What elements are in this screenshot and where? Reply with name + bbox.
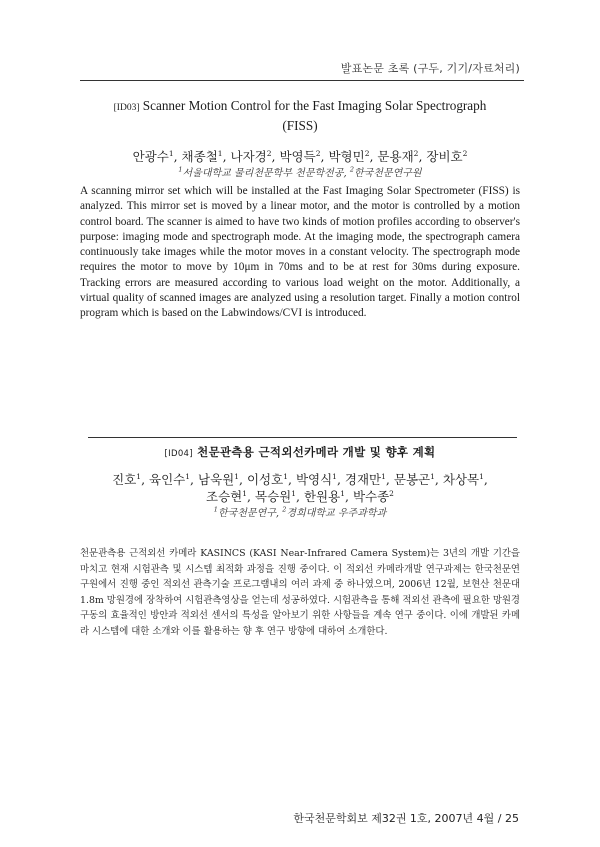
author-name-text: 장비호: [426, 149, 463, 165]
paper1-authors: 안광수$^1$, 채종철$^1$, 나자경$^2$, 박영득$^2$, 박형민$^2$, 문용재$^2$, 장비호$^2$: [132, 149, 468, 165]
author-name-text: 이성호: [246, 472, 284, 488]
author-name-text: 나자경: [230, 149, 267, 165]
paper2-title-text: 천문관측용 근적외선카메라 개발 및 향후 계획: [192, 445, 436, 459]
author-affiliation-mark: 1: [381, 472, 386, 481]
author-name-text: 한원용: [303, 489, 341, 505]
affiliation-text: 한국천문연구원: [353, 168, 422, 179]
paper2-abstract: 천문관측용 근적외선 카메라 KASINCS (KASI Near-Infrared Camera System)는 3년의 개발 기간을 마치고 현재 시험관측 및 시스템 최적화 과정을 진행 중이다. 이 적외선 카메라개발 연구과제는 한국천문연구원에서 진행 중인 적외선 관측기술 프로그램내의 여러 과제 중 하나였으며, 2006년 12월, 보현산 천문대 1.8m 망원경에 장착하여 시험관측영상을 얻는데 성공하였다. 시험관측을 통해 적외선 관측에 필요한 망원경 구동의 효율적인 방안과 적외선 센서의 특성을 알아보기 위한 사항들을 계속 연구 중이다. 이에 개발된 카메라 시스템에 대한 소개와 이를 활용하는 향 후 연구 방향에 대하여 소개한다.: [80, 548, 520, 637]
author-name-text: 목승원: [255, 489, 292, 505]
author-affiliation-mark: 1: [332, 472, 337, 481]
author-affiliation-mark: 1: [168, 149, 174, 158]
author-name: [426, 149, 467, 164]
paper2-code: [ID04]: [164, 449, 193, 459]
author-name-text: 안광수: [132, 149, 169, 165]
author-affiliation-mark: 2: [364, 149, 370, 158]
affiliation-text: 서울대학교 물리천문학부 천문학전공: [182, 168, 344, 179]
paper1-title-line1: Scanner Motion Control for the Fast Imaging Solar Spectrograph: [139, 98, 487, 113]
author-name: [182, 149, 223, 164]
author-affiliation-mark: 2: [462, 149, 468, 158]
author-name: [279, 149, 320, 164]
author-name-text: 문용재: [377, 149, 414, 165]
author-name-text: 남욱원: [198, 472, 235, 488]
author-affiliation-mark: 1: [185, 472, 191, 481]
affiliation-mark: 1: [178, 165, 183, 174]
author-name-text: 육인수: [149, 472, 186, 488]
author-affiliation-mark: 1: [217, 149, 223, 158]
paper2-authors-line1: 진호$^1$, 육인수$^1$, 남욱원$^1$, 이성호$^1$, 박영식$^1$, 경재만$^1$, 문봉곤$^1$, 차상목$^1$,: [112, 472, 488, 488]
author-affiliation-mark: 2: [389, 489, 394, 498]
author-affiliation-mark: 1: [479, 472, 484, 481]
page-footer: 한국천문학회보 제32권 1호, 2007년 4월 / 25: [293, 812, 519, 825]
affiliation-mark: 1: [213, 505, 218, 514]
author-name: [377, 149, 418, 164]
author-affiliation-mark: 1: [291, 489, 297, 498]
author-name-text: 문봉곤: [393, 472, 431, 488]
paper1-title: [80, 97, 520, 134]
author-name: [328, 149, 369, 164]
author-affiliation-mark: 1: [136, 472, 142, 481]
author-affiliation-mark: 1: [283, 472, 288, 481]
author-name-text: 진호: [112, 472, 137, 488]
paper1-abstract: A scanning mirror set which will be installed at the Fast Imaging Solar Spectrometer (FISS) is analyzed. This mirror set is moved by a linear motor, and the motor is controlled by a motion control board. The scanner is aimed to have two kinds of motion profiles according to observer's purpose: imaging mode and spectrograph mode. At the imaging mode, the spectrograph camera continuously take images while the motor moves in a constant velocity. The spectrograph mode requires the motor to move by 10μm in 70ms and to be at rest for 30ms during exposure. Tracking errors are measured according to various load weight on the motor. Additionally, a virtual quality of scanned images are analyzed using a resolution target. Finally a motion control program which is based on the Labwindows/CVI is introduced.: [80, 185, 520, 320]
author-name-text: 조승현: [206, 489, 243, 505]
affiliation-mark: 2: [282, 505, 287, 514]
author-name: [353, 489, 394, 504]
affiliation-text: 경희대학교 우주과학과: [286, 508, 387, 519]
section-divider: [88, 437, 517, 438]
running-head: 발표논문 초록 (구두, 기기/자료처리): [340, 62, 520, 75]
author-affiliation-mark: 2: [315, 149, 321, 158]
author-name-text: 박영득: [279, 149, 316, 165]
paper2-authors-line2: 조승현$^1$, 목승원$^1$, 한원용$^1$, 박수종$^2$: [206, 489, 394, 505]
author-affiliation-mark: 2: [413, 149, 419, 158]
author-name-text: 박형민: [328, 149, 365, 165]
paper2-affiliations: $^1$한국천문연구, $^2$경희대학교 우주과학과: [213, 505, 387, 519]
author-name-text: 박영식: [295, 472, 333, 488]
author-affiliation-mark: 1: [234, 472, 240, 481]
paper1-title-line2: (FISS): [282, 118, 318, 133]
author-name: [231, 149, 272, 164]
affiliation-mark: 2: [349, 165, 354, 174]
author-affiliation-mark: 1: [242, 489, 248, 498]
header-rule: [80, 80, 524, 81]
author-name-text: 차상목: [442, 472, 480, 488]
author-name: [206, 489, 247, 504]
author-affiliation-mark: 2: [266, 149, 272, 158]
author-name-text: 채종철: [181, 149, 218, 165]
paper1-affiliations: $^1$서울대학교 물리천문학부 천문학전공, $^2$한국천문연구원: [178, 165, 422, 179]
paper2-title: [80, 444, 520, 460]
author-name: [133, 149, 174, 164]
affiliation-text: 한국천문연구: [217, 508, 276, 519]
author-affiliation-mark: 1: [340, 489, 345, 498]
author-name: [304, 489, 345, 504]
author-affiliation-mark: 1: [430, 472, 435, 481]
author-name-text: 경재만: [344, 472, 382, 488]
paper1-code: [ID03]: [113, 103, 140, 113]
author-name-text: 박수종: [352, 489, 390, 505]
author-name: [255, 489, 296, 504]
